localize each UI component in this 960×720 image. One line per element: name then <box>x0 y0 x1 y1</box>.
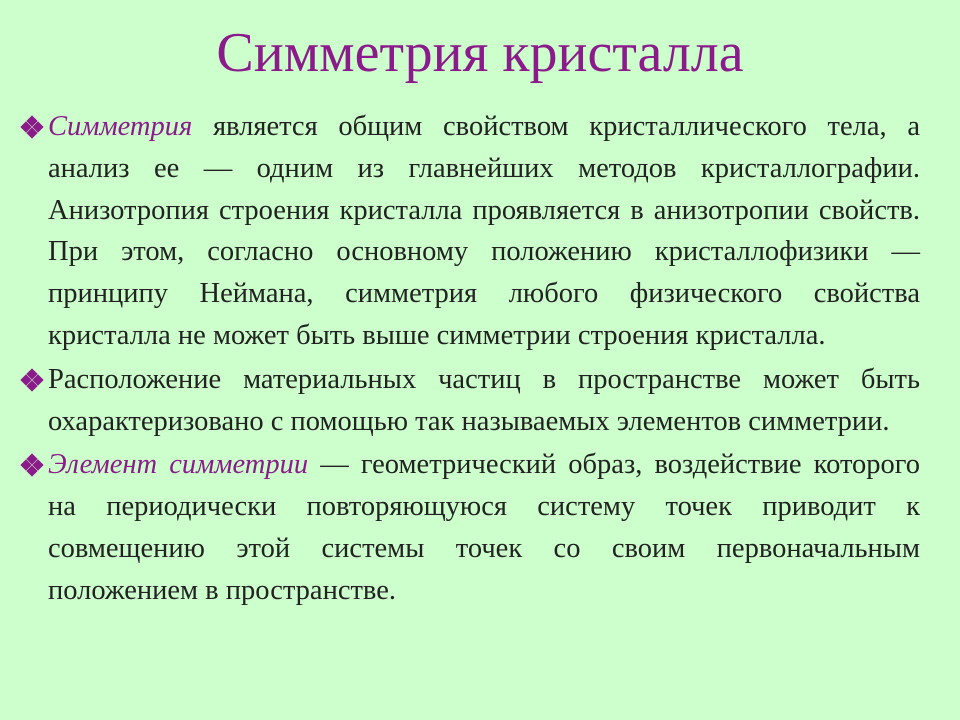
bullet-term: Симметрия <box>48 111 193 142</box>
bullet-text: — геометрический образ, воздействие которого на периодически повторяющуюся систему точек приводит к совмещению этой системы точек со своим первоначальным положением в пространстве. <box>48 449 921 606</box>
four-diamond-bullet-icon <box>22 455 42 475</box>
slide-content <box>22 106 920 614</box>
four-diamond-bullet-icon <box>22 370 42 390</box>
slide-title: Симметрия кристалла <box>216 22 744 84</box>
bullet-term: Элемент симметрии <box>48 449 309 481</box>
bullet-text: Расположение материальных частиц в пространстве может быть охарактеризовано с помощью так называемых элементов симметрии. <box>48 363 920 437</box>
bullet-text: является общим свойством кристаллического тела, а анализ ее — одним из главнейших методов кристаллографии. Анизотропия строения кристалла проявляется в анизотропии свойств. При этом, согласно основному положению кристаллофизики — принципу Неймана, симметрия любого физического свойства кристалла не может быть выше симметрии строения кристалла. <box>48 111 920 351</box>
four-diamond-bullet-icon <box>22 117 42 137</box>
bullet-item <box>22 106 920 357</box>
bullet-item <box>22 444 920 611</box>
bullet-item <box>22 359 920 443</box>
